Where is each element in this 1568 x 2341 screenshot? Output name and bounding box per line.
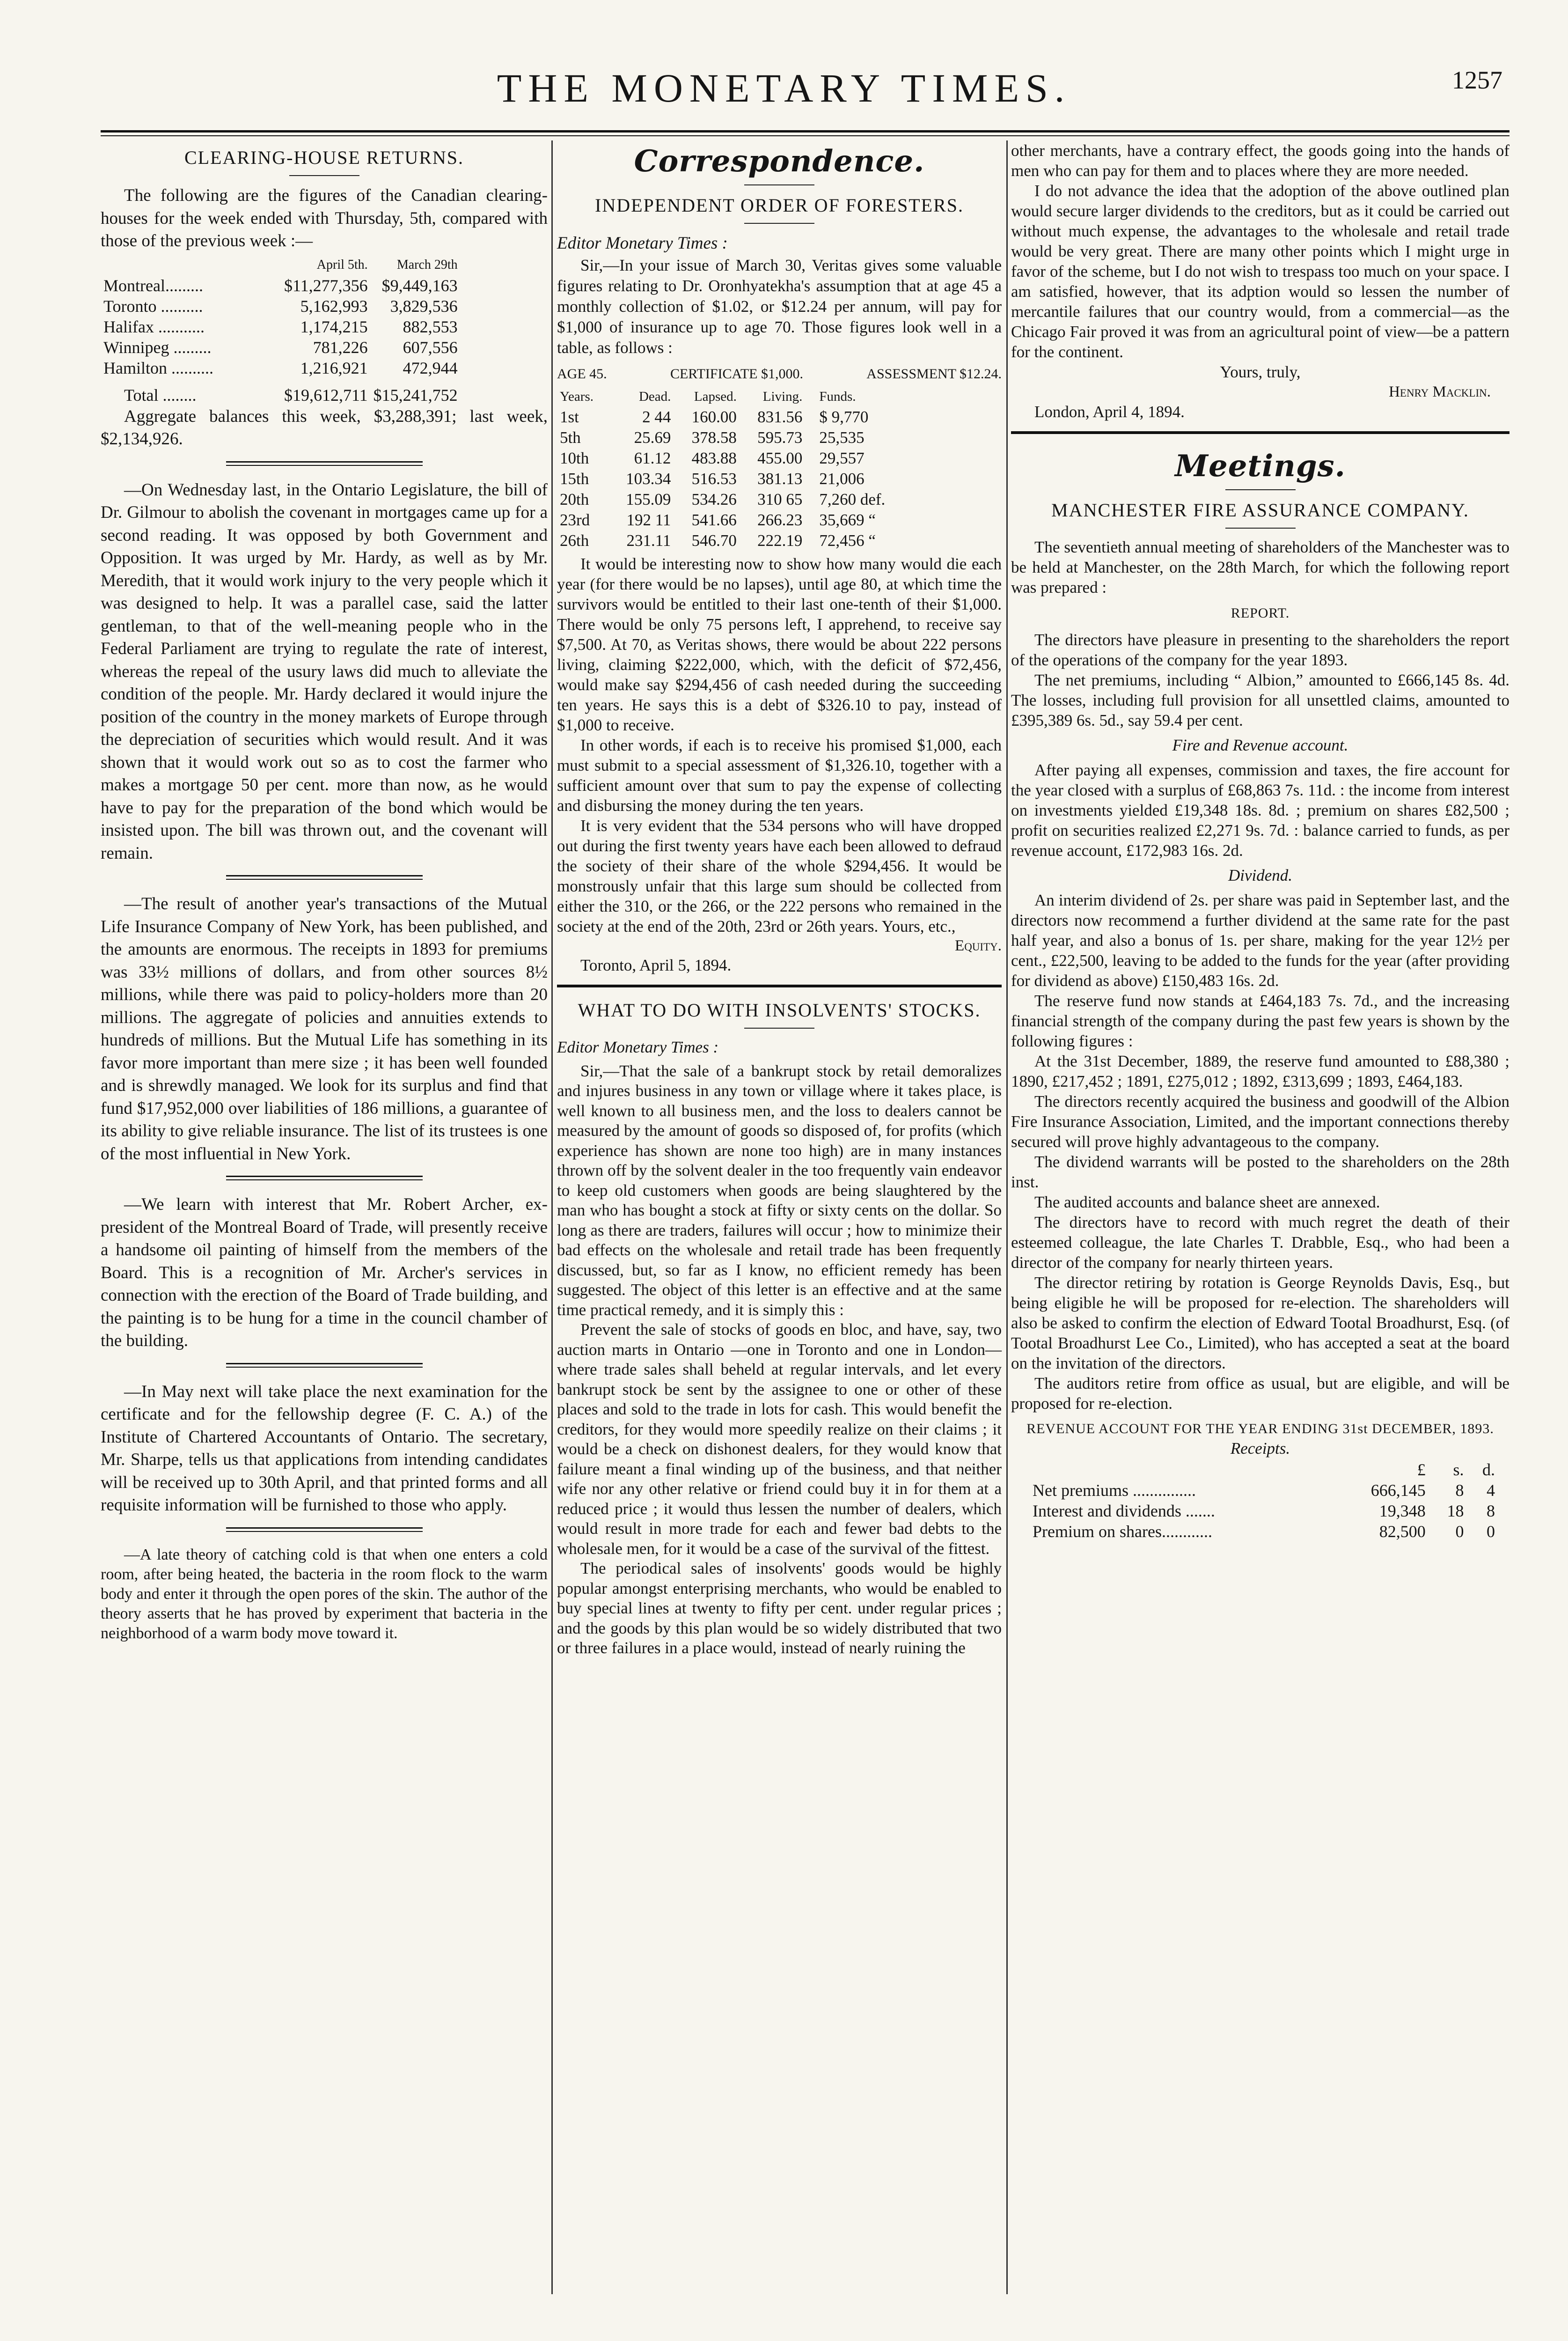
letter-paragraph: It is very evident that the 534 persons who will have dropped out during the first twenty years have each been allowed to defraud the society of their share of the whole $294,456. It would be monstrously unfair that this large sum should be collected from either the 310, or the 266, or the 222 persons who remained in the society at the end of the 20th, 23rd or 26th years. Yours, etc., [557, 816, 1002, 935]
report-paragraph: The directors have pleasure in presenting to the shareholders the report of the operations of the company for the year 1893. [1011, 630, 1509, 669]
aggregate-balances: Aggregate balances this week, $3,288,391; last week, $2,134,926. [101, 406, 548, 449]
table-row: Hamilton .......... 1,216,921 472,944 [103, 358, 458, 377]
article-paragraph: —In May next will take place the next examination for the certificate and for the fellowship degree (F. C. A.) of the Institute of Chartered Accountants of Ontario. The secretary, Mr. Sharpe, tells us that applications from intending candidates will be received up to 30th April, and that printed forms and all requisite information will be furnished to those who apply. [101, 1382, 548, 1515]
report-subheading: Dividend. [1228, 866, 1293, 884]
page-header [0, 0, 1568, 140]
report-paragraph: The directors have to record with much regret the death of their esteemed colleague, the late Charles T. Drabble, Esq., who had been a director of the company for nearly thirteen years. [1011, 1213, 1509, 1272]
divider [1225, 489, 1296, 490]
salutation: Editor Monetary Times : [557, 234, 728, 253]
divider [744, 1028, 814, 1029]
divider [226, 461, 423, 466]
column-divider [551, 140, 553, 2294]
divider [226, 1176, 423, 1180]
divider [226, 1363, 423, 1368]
table-row: 23rd 192 11 541.66 266.23 35,669 “ [560, 510, 876, 529]
actuarial-table [557, 386, 913, 551]
receipts-heading: Receipts. [1230, 1439, 1290, 1458]
letter-paragraph: The periodical sales of insolvents' goods would be highly popular amongst enterprising merchants, who would be enabled to buy special lines at twenty to fifty per cent. under regular prices ; and the goods by this plan would be so widely distributed that two or three failures in a place would, instead of nearly ruining the [557, 1559, 1002, 1657]
table-header-row: Years. Dead. Lapsed. Living. Funds. [560, 389, 856, 404]
table-row: Premium on shares............ 82,500 0 0 [1033, 1522, 1495, 1541]
letter-paragraph: Prevent the sale of stocks of goods en bloc, and have, say, two auction marts in Ontario —one in Toronto and one in London—where trade sales shall beheld at regular intervals, and let every bankrupt stock be sent by the assignee to one or other of these places and sold to the trade in lots for cash. This would benefit the creditors, for they would more speedily realize on their claims ; it would be a check on dishonest dealers, for they would know that failure meant a final winding up of the business, and that neither wife nor any other relative or friend could buy it in for them at a reduced price ; it would thus lessen the number of dealers, which would result in more trade for each and fewer bad debts to the wholesale men, for it would be a case of the survival of the fittest. [557, 1320, 1002, 1558]
letter-title: WHAT TO DO WITH INSOLVENTS' STOCKS. [578, 999, 981, 1021]
report-paragraph: The reserve fund now stands at £464,183 7s. 7d., and the increasing financial strength of the company during the past few years is shown by the following figures : [1011, 991, 1509, 1050]
report-paragraph: The auditors retire from office as usual, but are eligible, and will be proposed for re-election. [1011, 1374, 1509, 1413]
report-paragraph: After paying all expenses, commission and taxes, the fire account for the year closed with a surplus of £68,863 7s. 11d. : the income from interest on investments yielded £19,348 18s. 8d. ; premium on shares £82,500 ; profit on securities realized £2,271 9s. 7d. : balance carried to funds, as per revenue account, £172,983 16s. 2d. [1011, 760, 1509, 860]
total-row: Total ........ $19,612,711 $15,241,752 [124, 385, 458, 405]
divider [289, 175, 359, 176]
clearing-intro: The following are the figures of the Canadian clearing-houses for the week ended with Thursday, 5th, compared with those of the previous week :— [101, 186, 548, 250]
report-paragraph: The directors recently acquired the business and goodwill of the Albion Fire Insurance Association, Limited, and the important connections thereby secured will prove highly advantageous to the company. [1011, 1092, 1509, 1151]
column-header: April 5th. [316, 257, 368, 272]
table-row: 5th 25.69 378.58 595.73 25,535 [560, 428, 865, 447]
table-row: 15th 103.34 516.53 381.13 21,006 [560, 469, 865, 488]
table-caption: AGE 45. CERTIFICATE $1,000. ASSESSMENT $12.24. [557, 366, 1002, 382]
letter-closing: Yours, truly, [1220, 363, 1301, 381]
table-row: Toronto .......... 5,162,993 3,829,536 [103, 296, 458, 316]
divider [744, 184, 814, 185]
article-paragraph: —A late theory of catching cold is that when one enters a cold room, after being heated, the bacteria in the room flock to the warm body and enter it through the open pores of the skin. The author of the theory asserts that he has proved by experiment that bacteria in the neighborhood of a warm body move toward it. [101, 1546, 548, 1642]
report-label: REPORT. [1231, 605, 1290, 621]
letter-signer: Equity. [955, 937, 1002, 954]
divider [226, 1527, 423, 1532]
section-heading: Correspondence. [634, 144, 925, 179]
divider [1011, 431, 1509, 434]
header-rule [101, 130, 1509, 136]
table-row: Net premiums ............... 666,145 8 4 [1033, 1480, 1495, 1500]
table-row: 10th 61.12 483.88 455.00 29,557 [560, 449, 865, 467]
report-paragraph: An interim dividend of 2s. per share was paid in September last, and the directors now recommend a further dividend at the same rate for the past half year, and also a bonus of 1s. per share, making for the year 12½ per cent., £22,500, leaving to be added to the funds for the year (after providing for dividend as above) £150,483 16s. 2d. [1011, 891, 1509, 990]
revenue-account-title: REVENUE ACCOUNT FOR THE YEAR ENDING 31st DECEMBER, 1893. [1026, 1421, 1494, 1436]
article-paragraph: —On Wednesday last, in the Ontario Legislature, the bill of Dr. Gilmour to abolish the covenant in mortgages came up for a second reading. It was opposed by both Government and Opposition. It was urged by Mr. Hardy, as well as by Mr. Meredith, that it would work injury to the very people which it was designed to help. It was a parallel case, said the latter gentleman, to that of the well-meaning people who in the Federal Parliament are trying to regulate the rate of interest, whereas the repeal of the usury laws did much to alleviate the condition of the people. Mr. Hardy declared it would injure the position of the country in the money markets of Europe through the depreciation of securities which would result. And it was shown that it would work out so as to cost the farmer who makes a mortgage 50 per cent. more than now, as he would have to pay for the preparation of the bond which would be insisted upon. The bill was thrown out, and the covenant will remain. [101, 480, 548, 863]
column-right [1011, 140, 1509, 1542]
letter-title: INDEPENDENT ORDER OF FORESTERS. [595, 195, 964, 216]
divider [744, 223, 814, 224]
table-row: Halifax ........... 1,174,215 882,553 [103, 317, 458, 336]
table-row: 20th 155.09 534.26 310 65 7,260 def. [560, 490, 886, 508]
letter-place-date: London, April 4, 1894. [1034, 403, 1185, 421]
page-number: 1257 [1452, 66, 1502, 94]
column-divider [1006, 140, 1008, 2294]
clearing-title: CLEARING-HOUSE RETURNS. [184, 147, 464, 168]
column-left [101, 140, 548, 1643]
table-header-row: £ s. d. [1417, 1460, 1495, 1479]
column-header: March 29th [396, 257, 458, 272]
divider [1225, 528, 1296, 529]
table-row: 26th 231.11 546.70 222.19 72,456 “ [560, 531, 876, 550]
report-subheading: Fire and Revenue account. [1172, 736, 1348, 754]
report-paragraph: The dividend warrants will be posted to the shareholders on the 28th inst. [1011, 1152, 1509, 1191]
letter-paragraph: other merchants, have a contrary effect, the goods going into the hands of men who can pay for them and to places where they are more needed. [1011, 141, 1509, 180]
report-paragraph: The director retiring by rotation is George Reynolds Davis, Esq., but being eligible he will be proposed for re-election. The shareholders will also be asked to confirm the election of Edward Tootal Broadhurst, Esq. (of Tootal Broadhurst Lee Co., Limited), who has accepted a seat at the board on the invitation of the directors. [1011, 1273, 1509, 1372]
report-paragraph: The net premiums, including “ Albion,” amounted to £666,145 8s. 4d. The losses, including full provision for all unsettled claims, amounted to £395,389 6s. 5d., say 59.4 per cent. [1011, 670, 1509, 729]
divider [226, 875, 423, 880]
article-paragraph: —The result of another year's transactions of the Mutual Life Insurance Company of New York, has been published, and the amounts are enormous. The receipts in 1893 for premiums was 33½ millions of dollars, and from other sources 8½ millions, while there was paid to policy-holders more than 20 millions. The aggregate of policies and annuities extends to hundreds of millions. But the Mutual Life has something in its favor more important than mere size ; it has been well founded and is shrewdly managed. We look for its surplus and find that fund $17,952,000 over liabilities of 186 millions, a guarantee of its ability to give reliable insurance. The list of its trustees is one of the most influential in New York. [101, 894, 548, 1163]
meeting-title: MANCHESTER FIRE ASSURANCE COMPANY. [1051, 500, 1469, 521]
table-row: Interest and dividends ....... 19,348 18 8 [1033, 1501, 1495, 1520]
letter-place-date: Toronto, April 5, 1894. [580, 956, 732, 974]
report-paragraph: The seventieth annual meeting of shareholders of the Manchester was to be held at Manchester, on the 28th March, for which the following report was prepared : [1011, 538, 1509, 596]
table-row: 1st 2 44 160.00 831.56 $ 9,770 [560, 407, 869, 426]
receipts-table [1030, 1459, 1498, 1542]
table-row: Winnipeg ......... 781,226 607,556 [103, 338, 458, 357]
report-paragraph: The audited accounts and balance sheet are annexed. [1034, 1193, 1380, 1211]
section-heading: Meetings. [1175, 449, 1346, 484]
letter-paragraph: In other words, if each is to receive his promised $1,000, each must submit to a special assessment of $1,326.10, together with a sufficient amount over that sum to pay the expense of collecting and disbursing the money during the ten years. [557, 736, 1002, 815]
salutation: Editor Monetary Times : [557, 1038, 719, 1056]
letter-paragraph: Sir,—That the sale of a bankrupt stock by retail demoralizes and injures business in any town or village where it takes place, is well known to all business men, and the loss to dealers cannot be measured by the amount of goods so disposed of, for profits (which experience has shown are none too high) are in many instances thrown off by the solvent dealer in the too frequently vain endeavor to keep old customers when goods are being slaughtered by the man who has bought a stock at fifty or sixty cents on the dollar. So long as there are traders, failures will occur ; how to minimize their bad effects on the wholesale and retail trade has been frequently discussed, but, so far as I know, no efficient remedy has been suggested. The object of this letter is an effective and at the same time practical remedy, and it is simply this : [557, 1061, 1002, 1319]
column-middle [557, 140, 1002, 1658]
divider [557, 985, 1002, 987]
letter-paragraph: I do not advance the idea that the adoption of the above outlined plan would secure larger dividends to the creditors, but as it could be carried out without much expense, the advantages to the wholesale and retail trade would be very great. There are many other points which I might urge in favor of the scheme, but I do not wish to trespass too much on your space. I am satisfied, however, that its adption would so lessen the number of mercantile failures that our country would, from a commercial—as the Chicago Fair proved it was from an agricultural point of view—be a pattern for the continent. [1011, 182, 1509, 361]
letter-paragraph: Sir,—In your issue of March 30, Veritas gives some valuable figures relating to Dr. Oronhyatekha's assumption that at age 45 a monthly collection of $1.02, or $12.24 per annum, will pay for $1,000 of insurance up to age 70. Those figures look well in a table, as follows : [557, 256, 1002, 357]
article-paragraph: —We learn with interest that Mr. Robert Archer, ex-president of the Montreal Board of Trade, will presently receive a handsome oil painting of himself from the members of the Board. This is a recognition of Mr. Archer's services in connection with the erection of the Board of Trade building, and the painting is to be hung for a time in the council chamber of the building. [101, 1195, 548, 1350]
masthead: THE MONETARY TIMES. [497, 66, 1071, 110]
letter-paragraph: It would be interesting now to show how many would die each year (for there would be no lapses), until age 80, at which time the survivors would be entitled to their last one-tenth of their $1,000. There would be only 75 persons left, I apprehend, to receive say $7,500. At 70, as Veritas shows, there would be about 222 persons living, claiming $222,000, which, with the deficit of $72,456, would make say $294,456 of cash needed during the succeeding ten years. He says this is a debt of $326.10 to pay, instead of $1,000 to receive. [557, 554, 1002, 734]
letter-signer: Henry Macklin. [1389, 383, 1491, 400]
clearing-table [101, 255, 461, 405]
report-paragraph: At the 31st December, 1889, the reserve fund amounted to £88,380 ; 1890, £217,452 ; 1891, £275,012 ; 1892, £313,699 ; 1893, £464,183. [1011, 1052, 1509, 1090]
table-row: Montreal......... $11,277,356 $9,449,163 [103, 276, 458, 295]
